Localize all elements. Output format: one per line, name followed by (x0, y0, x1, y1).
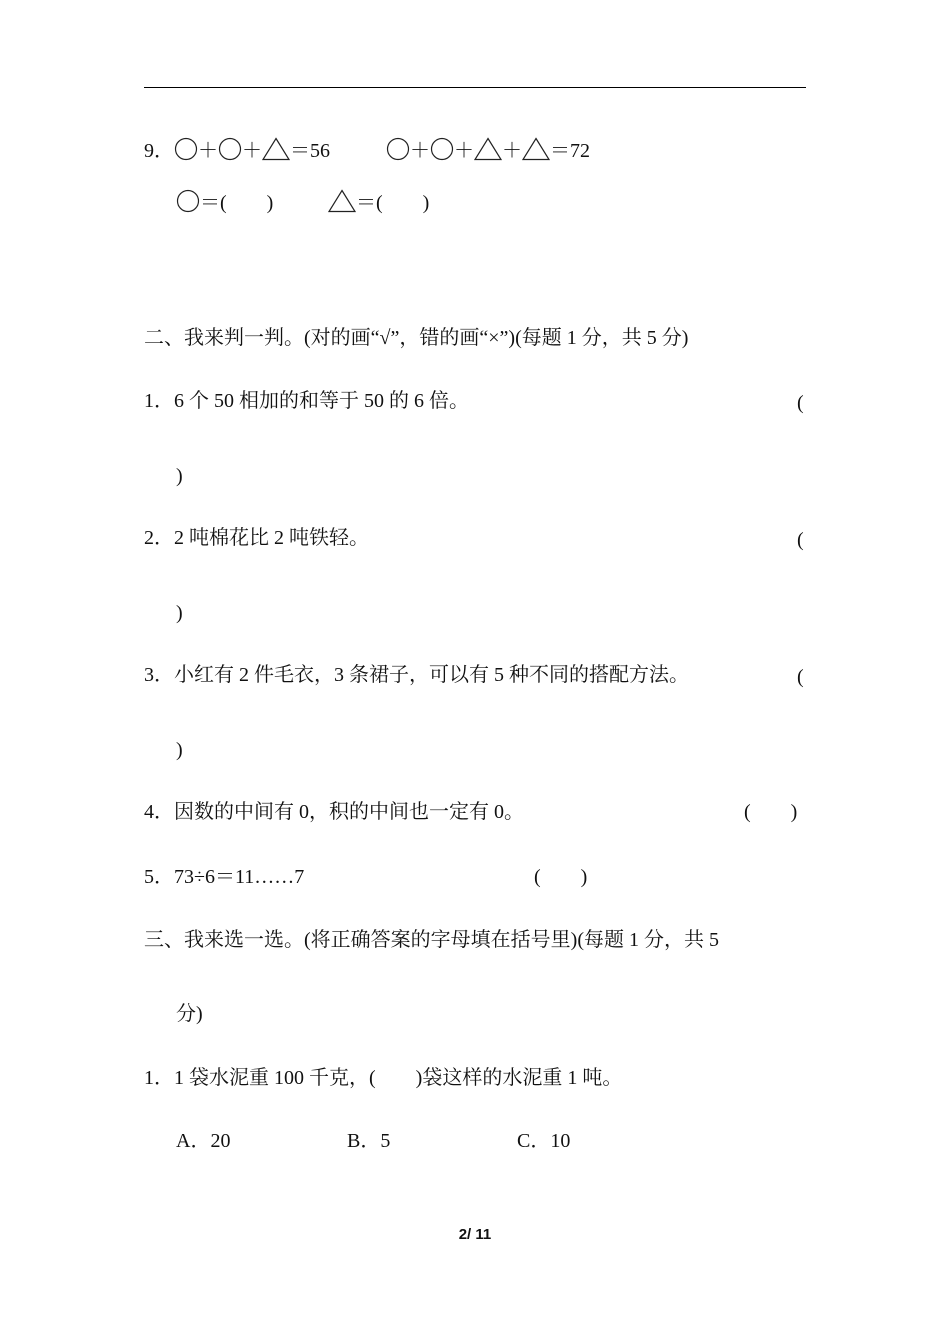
q9-number: 9． (144, 140, 174, 162)
circle-icon (430, 137, 454, 161)
item-text: 1 袋水泥重 100 千克，( )袋这样的水泥重 1 吨。 (174, 1067, 623, 1089)
q9-equation-2: ＋ ＋ ＋ ＝72 (386, 137, 590, 163)
q9-equations: 9． ＋ ＋ ＝56 (144, 137, 330, 163)
item-number: 3． (144, 664, 174, 686)
section3-heading: 三、我来选一选。(将正确答案的字母填在括号里)(每题 1 分，共 5 (144, 929, 719, 951)
triangle-answer-blank[interactable]: ＝( ) (356, 192, 430, 214)
section2-heading: 二、我来判一判。(对的画“√”，错的画“×”)(每题 1 分，共 5 分) (144, 327, 689, 349)
judge-item-4 (144, 800, 524, 824)
item-number: 1． (144, 390, 174, 412)
answer-paren-close: ) (176, 602, 183, 624)
choice-option-a[interactable]: A．20 (176, 1130, 231, 1152)
answer-paren-open[interactable]: ( (797, 392, 804, 414)
item-number: 5． (144, 866, 174, 888)
judge-item-2 (144, 526, 369, 550)
q9-triangle-answer (328, 189, 429, 215)
q9-eq2-result: ＝72 (550, 140, 590, 162)
item-text: 6 个 50 相加的和等于 50 的 6 倍。 (174, 390, 469, 412)
circle-icon (386, 137, 410, 161)
triangle-icon (522, 137, 550, 161)
section3-heading-cont: 分) (176, 1003, 203, 1025)
judge-item-1 (144, 389, 469, 413)
answer-paren-close: ) (176, 739, 183, 761)
item-number: 1． (144, 1067, 174, 1089)
page-number: 2/ 11 (458, 1226, 492, 1243)
q9-eq1-result: ＝56 (290, 140, 330, 162)
triangle-icon (328, 189, 356, 213)
header-rule (144, 87, 806, 88)
item-text: 小红有 2 件毛衣，3 条裙子，可以有 5 种不同的搭配方法。 (174, 664, 689, 686)
circle-icon (174, 137, 198, 161)
judge-item-5 (144, 865, 304, 889)
item-number: 4． (144, 801, 174, 823)
judge-item-3 (144, 663, 689, 687)
answer-paren-open[interactable]: ( (797, 666, 804, 688)
answer-paren-close: ) (176, 465, 183, 487)
answer-paren-open[interactable]: ( (797, 529, 804, 551)
choice-option-c[interactable]: C．10 (517, 1130, 571, 1152)
circle-icon (218, 137, 242, 161)
item-text: 2 吨棉花比 2 吨铁轻。 (174, 527, 369, 549)
choice-item-1 (144, 1066, 622, 1090)
triangle-icon (262, 137, 290, 161)
item-text: 因数的中间有 0，积的中间也一定有 0。 (174, 801, 524, 823)
circle-icon (176, 189, 200, 213)
q9-circle-answer (176, 189, 273, 215)
triangle-icon (474, 137, 502, 161)
choice-option-b[interactable]: B．5 (347, 1130, 391, 1152)
answer-blank[interactable]: ( ) (744, 801, 798, 823)
item-text: 73÷6＝11……7 (174, 866, 305, 888)
item-number: 2． (144, 527, 174, 549)
answer-blank[interactable]: ( ) (534, 866, 588, 888)
circle-answer-blank[interactable]: ＝( ) (200, 192, 274, 214)
